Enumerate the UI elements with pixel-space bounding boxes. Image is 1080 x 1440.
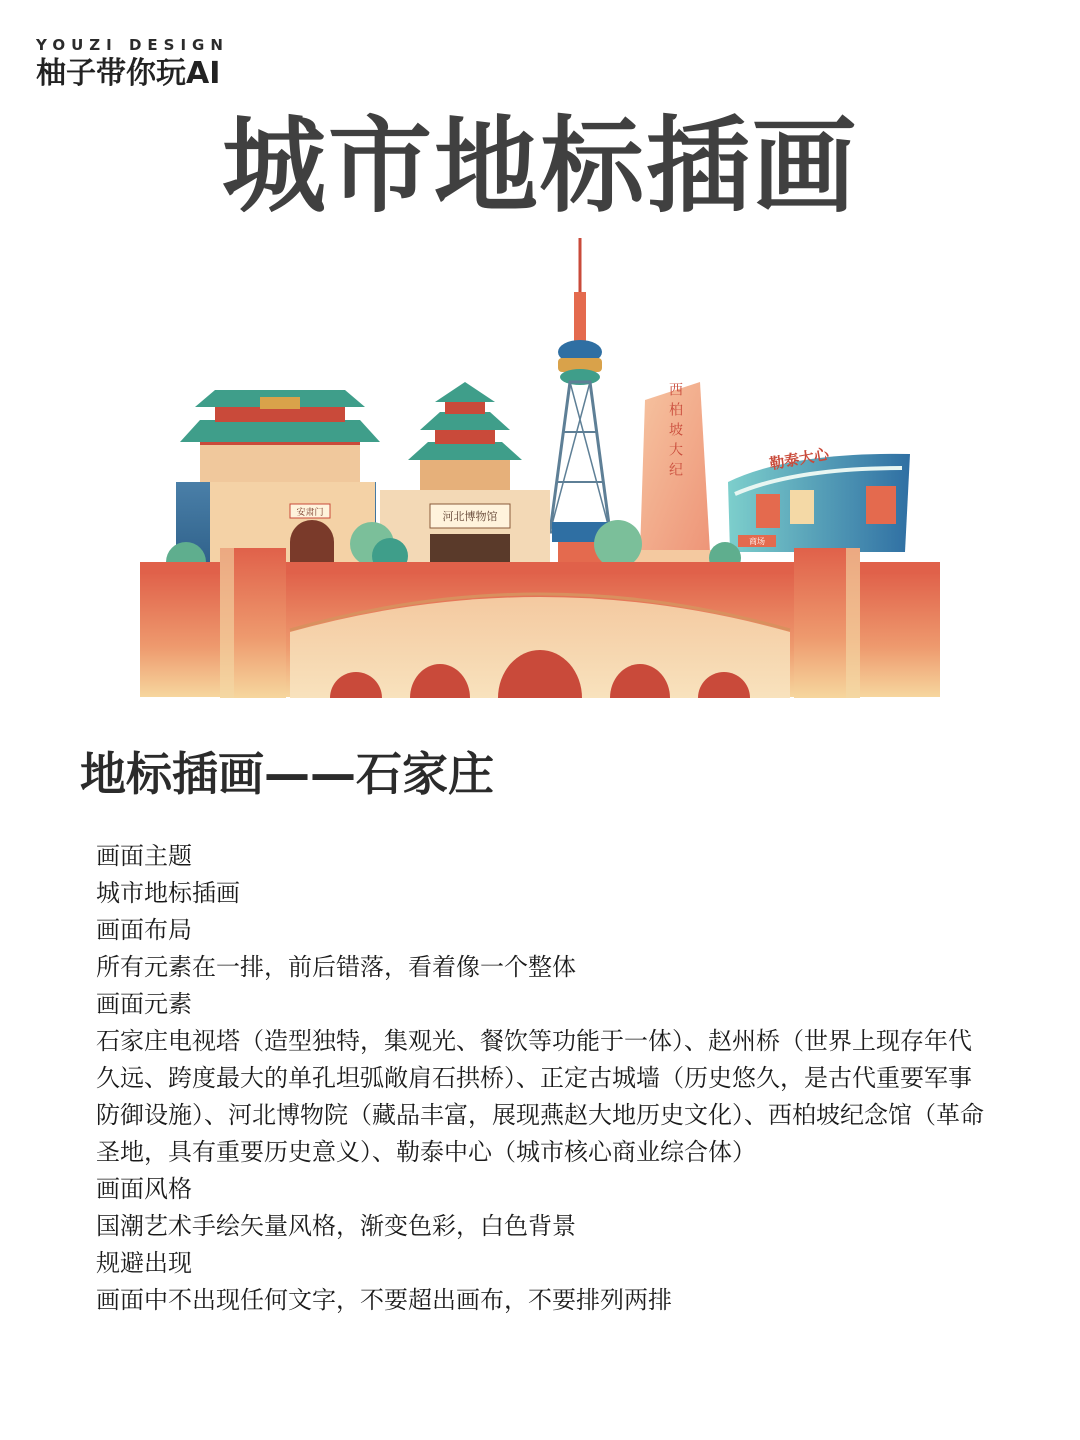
mall-sign: 商场 (749, 537, 765, 546)
section-heading-elements: 画面元素 (96, 990, 192, 1018)
brand-name-en: YOUZI DESIGN (36, 36, 229, 54)
tv-tower (550, 238, 610, 562)
brand-logo (36, 36, 229, 92)
mall-name: 勒泰大心 (768, 445, 831, 474)
section-text-style: 国潮艺术手绘矢量风格，渐变色彩，白色背景 (96, 1212, 576, 1240)
ancient-gate-tower (176, 390, 380, 572)
subtitle: 地标插画——石家庄 (80, 747, 494, 801)
letai-mall (728, 445, 910, 552)
shijiazhuang-landmark-illustration (140, 232, 940, 702)
section-heading-style: 画面风格 (96, 1175, 192, 1203)
museum-sign: 河北博物馆 (442, 510, 498, 523)
section-text-avoid: 画面中不出现任何文字，不要超出画布，不要排列两排 (96, 1286, 672, 1314)
section-text-elements: 石家庄电视塔（造型独特，集观光、餐饮等功能于一体）、赵州桥（世界上现存年代久远、跨度最大的单孔坦弧敞肩石拱桥）、正定古城墙（历史悠久，是古代重要军事防御设施）、河北博物院（藏品丰富，展现燕赵大地历史文化）、西柏坡纪念馆（革命圣地，具有重要历史意义）、勒泰中心（城市核心商业综合体） (96, 1027, 984, 1166)
page-title: 城市地标插画 (221, 105, 858, 227)
gate-plaque: 安肃门 (296, 508, 324, 518)
brand-name-cn: 柚子带你玩AI (36, 56, 221, 91)
section-text-layout: 所有元素在一排，前后错落，看着像一个整体 (96, 953, 576, 981)
section-text-theme: 城市地标插画 (96, 879, 240, 907)
section-heading-layout: 画面布局 (96, 916, 192, 944)
section-heading-avoid: 规避出现 (96, 1249, 192, 1277)
monument-text: 西柏坡大纪 (667, 382, 683, 482)
hebei-museum (380, 382, 550, 570)
section-heading-theme: 画面主题 (96, 842, 192, 870)
prompt-description (96, 838, 986, 1319)
xibaipo-monument (634, 382, 718, 566)
